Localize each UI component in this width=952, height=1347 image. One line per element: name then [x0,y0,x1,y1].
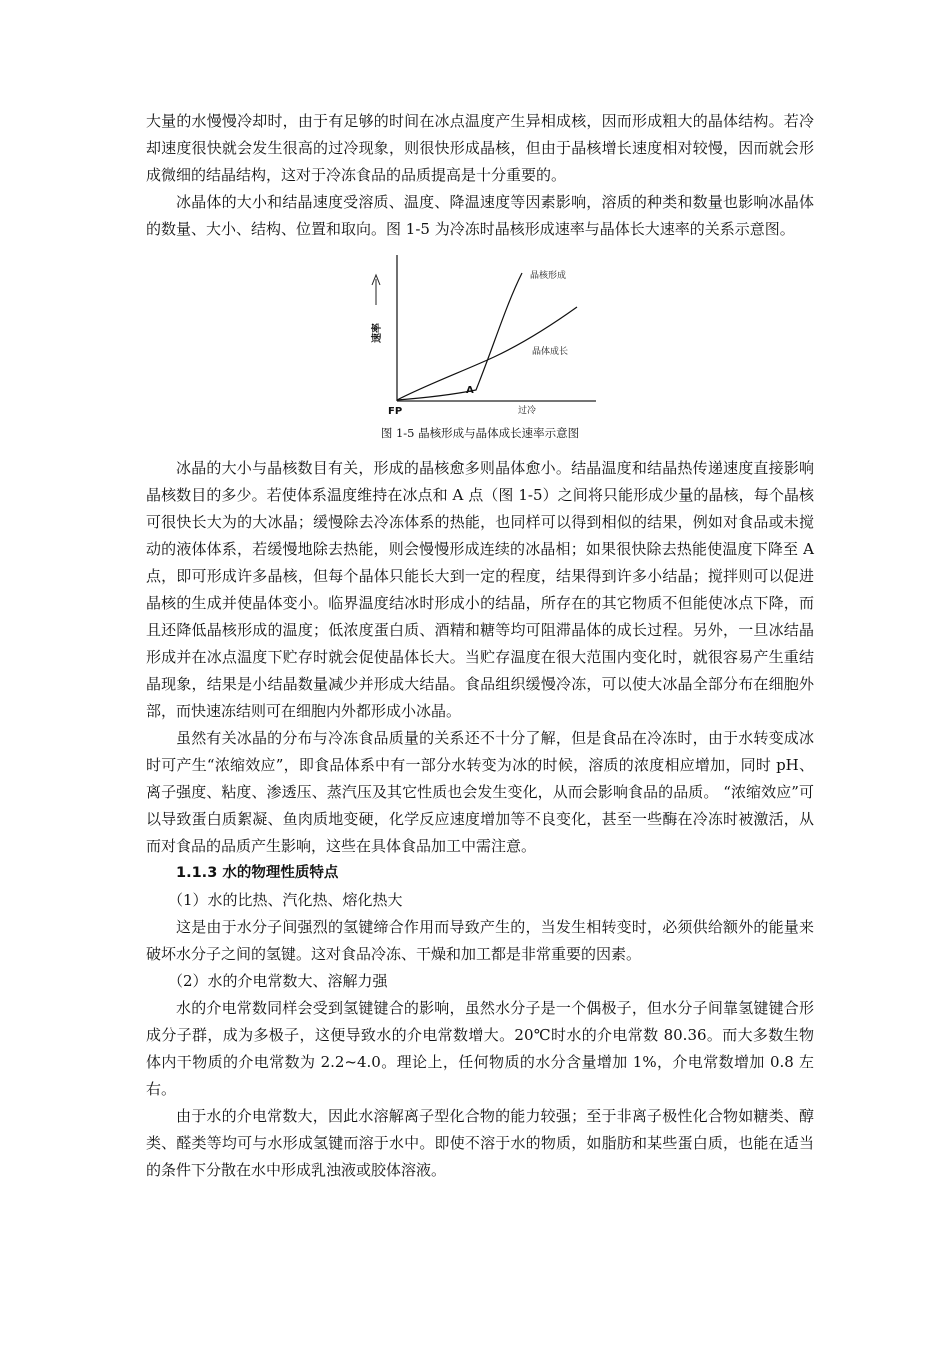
figure-caption: 图 1-5 晶核形成与晶体成长速率示意图 [380,426,580,440]
curve1-label: 晶核形成 [530,271,567,281]
paragraph-3: 冰晶的大小与晶核数目有关，形成的晶核愈多则晶体愈小。结晶温度和结晶热传递速度直接影响晶核数目的多少。若使体系温度维持在冰点和 A 点（图 1-5）之间将只能形成少量的晶核，每个晶核可很快长大为的大冰晶；缓慢除去冷冻体系的热能，也同样可以得到相似的结果，例如对食品或未搅动的液体体系，若缓慢地除去热能，则会慢慢形成连续的冰晶相；如果很快除去热能使温度下降至 A 点，即可形成许多晶核，但每个晶体只能长大到一定的程度，结果得到许多小结晶；搅拌则可以促进晶核的生成并使晶体变小。临界温度结冰时形成小的结晶，所存在的其它物质不但能使冰点下降，而且还降低晶核形成的温度；低浓度蛋白质、酒精和糖等均可阻滞晶体的成长过程。另外，一旦冰结晶形成并在冰点温度下贮存时就会促使晶体长大。当贮存温度在很大范围内变化时，就很容易产生重结晶现象，结果是小结晶数量减少并形成大结晶。食品组织缓慢冷冻，可以使大冰晶全部分布在细胞外部，而快速冻结则可在细胞内外都形成小冰晶。 [146,459,814,720]
point-a-label: A [466,385,474,396]
subheading-2: （2）水的介电常数大、溶解力强 [168,972,388,990]
figure-1-5 [146,245,814,455]
origin-label: FP [388,406,403,417]
paragraph-2: 冰晶体的大小和结晶速度受溶质、温度、降温速度等因素影响，溶质的种类和数量也影响冰晶体的数量、大小、结构、位置和取向。图 1-5 为冷冻时晶核形成速率与晶体长大速率的关系示意图。 [146,193,814,238]
paragraph-6: 水的介电常数同样会受到氢键键合的影响，虽然水分子是一个偶极子，但水分子间靠氢键键合形成分子群，成为多极子，这便导致水的介电常数增大。20℃时水的介电常数 80.36。而大多数生物体内干物质的介电常数为 2.2~4.0。理论上，任何物质的水分含量增加 1%，介电常数增加 0.8 左右。 [146,999,814,1098]
paragraph-1: 大量的水慢慢冷却时，由于有足够的时间在冰点温度产生异相成核，因而形成粗大的晶体结构。若冷却速度很快就会发生很高的过冷现象，则很快形成晶核，但由于晶核增长速度相对较慢，因而就会形成微细的结晶结构，这对于冷冻食品的品质提高是十分重要的。 [146,112,814,184]
y-axis-label: 速率 [372,323,383,343]
document-page [146,108,814,1184]
paragraph-7: 由于水的介电常数大，因此水溶解离子型化合物的能力较强；至于非离子极性化合物如糖类、醇类、醛类等均可与水形成氢键而溶于水中。即使不溶于水的物质，如脂肪和某些蛋白质，也能在适当的条件下分散在水中形成乳浊液或胶体溶液。 [146,1107,814,1179]
curve-nucleation [397,273,522,400]
curve2-label: 晶体成长 [532,347,569,357]
paragraph-5: 这是由于水分子间强烈的氢键缔合作用而导致产生的，当发生相转变时，必须供给额外的能量来破坏水分子之间的氢键。这对食品冷冻、干燥和加工都是非常重要的因素。 [146,918,814,963]
paragraph-4: 虽然有关冰晶的分布与冷冻食品质量的关系还不十分了解，但是食品在冷冻时，由于水转变成冰时可产生“浓缩效应”，即食品体系中有一部分水转变为冰的时候，溶质的浓度相应增加，同时 pH、离子强度、粘度、渗透压、蒸汽压及其它性质也会发生变化，从而会影响食品的品质。 “浓缩效应”可以导致蛋白质絮凝、鱼肉质地变硬，化学反应速度增加等不良变化，甚至一些酶在冷冻时被激活，从而对食品的品质产生影响，这些在具体食品加工中需注意。 [146,729,814,855]
section-heading: 1.1.3 水的物理性质特点 [176,865,339,881]
subheading-1: （1）水的比热、汽化热、熔化热大 [168,891,403,909]
x-axis-label: 过冷 [518,406,537,416]
